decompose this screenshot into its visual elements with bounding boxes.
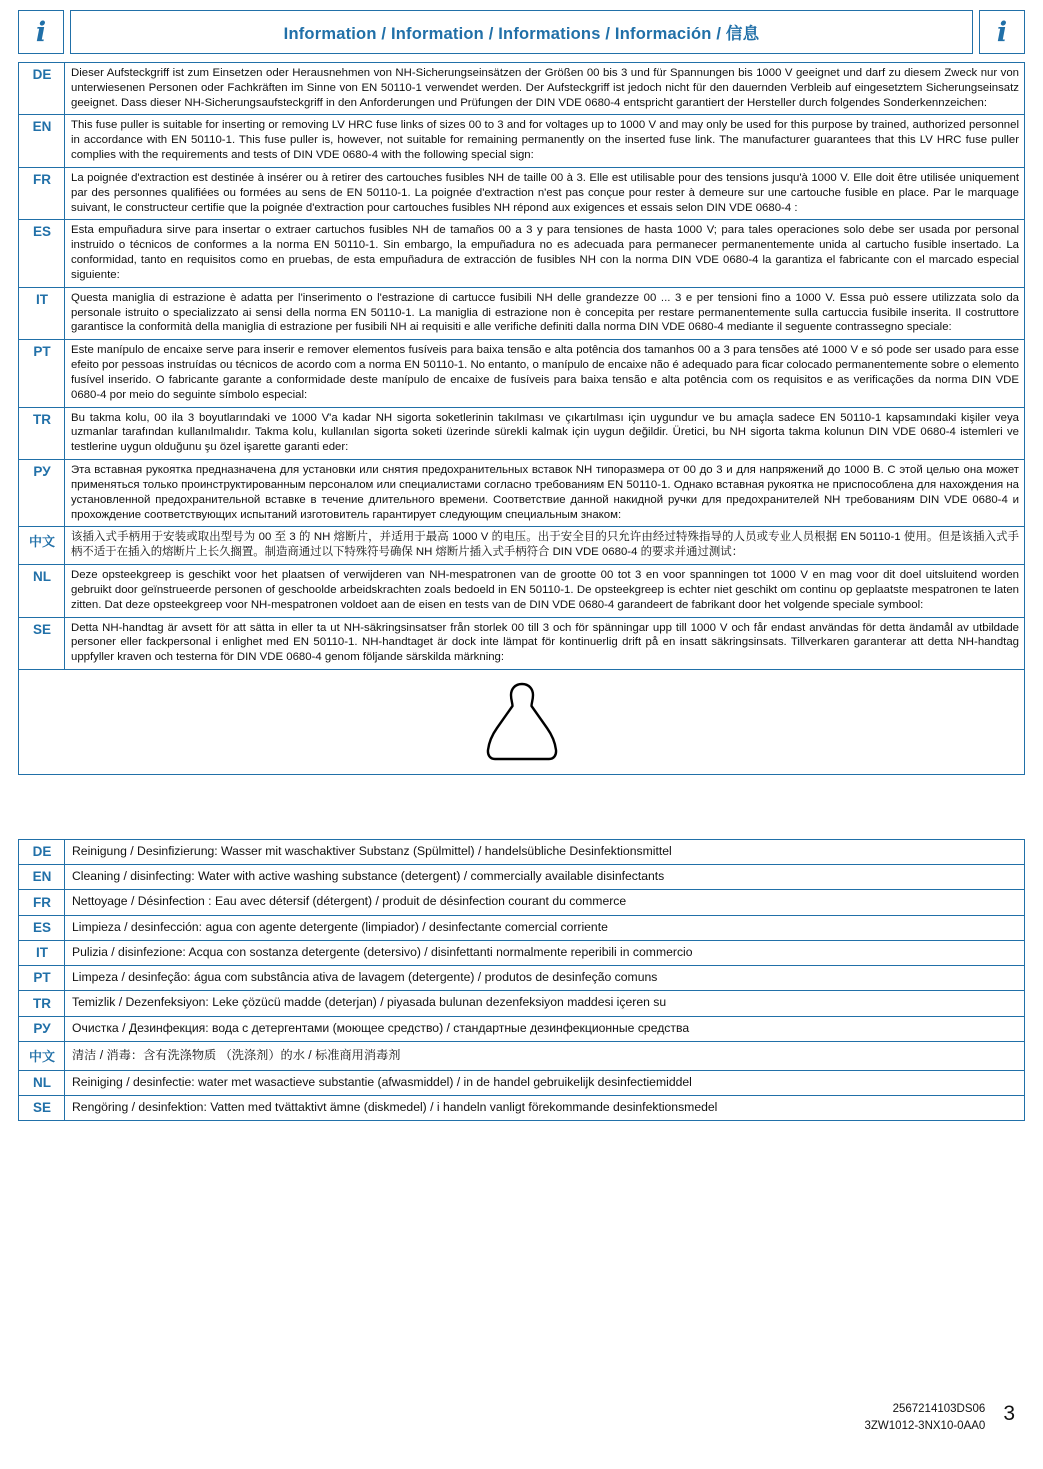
cleaning-text: Rengöring / desinfektion: Vatten med tvättaktivt ämne (diskmedel) / i handeln vanligt förekommande desinfektionsmedel [65,1096,1025,1121]
language-code: FR [19,890,65,915]
page-header [18,10,1025,54]
order-number: 3ZW1012-3NX10-0AA0 [864,1419,986,1432]
instruction-text: Эта вставная рукоятка предназначена для установки или снятия предохранительных вставок NH типоразмера от 00 до 3 и для напряжений до 1000 В. С этой целью она может применяться только проинструктированным персоналом или специалистами согласно требованиям EN 50110-1. Однако вставная рукоятка не приспособлена для нахождения на установленной предохранительной вставке в течение длительного времени. Соответствие данной накидной ручки для предохранителей NH требованиям DIN VDE 0680-4 и прохождение соответствующих испытаний изготовитель гарантирует следующим специальным знаком: [65,460,1025,527]
language-code: SE [19,617,65,669]
table-row [19,890,1025,915]
table-row [19,940,1025,965]
cleaning-text: Reiniging / desinfectie: water met wasactieve substantie (afwasmiddel) / in de handel gebruikelijk desinfectiemiddel [65,1070,1025,1095]
cleaning-text: Limpieza / desinfección: agua con agente detergente (limpiador) / desinfectante comercial corriente [65,915,1025,940]
table-row [19,407,1025,459]
table-row [19,460,1025,527]
language-code: SE [19,1096,65,1121]
language-code: TR [19,407,65,459]
instruction-text: La poignée d'extraction est destinée à insérer ou à retirer des cartouches fusibles NH de taille 00 à 3. Elle est utilisable pour des tensions jusqu'à 1000 V. Elle doit être utilisée uniquement par des personnes qualifiées ou formées au sens de EN 50110-1. La poignée d'extraction n'est pas conçue pour rester à demeure sur une cartouche fusible en place. Par le marquage suivant, le constructeur certifie que la poignée d'extraction pour cartouches fusibles NH répond aux exigences et essais selon DIN VDE 0680-4 : [65,167,1025,219]
table-row [19,966,1025,991]
instruction-text: Dieser Aufsteckgriff ist zum Einsetzen oder Herausnehmen von NH-Sicherungseinsätzen der Größen 00 bis 3 und für Spannungen bis 1000 V geeignet und darf zu diesem Zweck nur von unterwiesenen Personen oder Fachkräften im Sinne von EN 50110-1 verwendet werden. Der Aufsteckgriff ist jedoch nicht für den dauernden Verbleib auf eingesetztem Sicherungseinsatz geeignet. Dass dieser NH-Sicherungsaufsteckgriff in den Anforderungen und Prüfungen der DIN VDE 0680-4 entspricht garantiert der Hersteller durch folgendes Sonderkennzeichen: [65,63,1025,115]
instruction-text: Esta empuñadura sirve para insertar o extraer cartuchos fusibles NH de tamaños 00 a 3 y para tensiones de hasta 1000 V; para tales operaciones solo debe ser usada por personal instruido o técnicos de conformes a la norma EN 50110-1. Sin embargo, la empuñadura no es adecuada para permanecer permanentemente unida al cartucho fusible insertado. La conformidad, tanto en requisitos como en pruebas, de esta empuñadura de extracción de fusibles NH con la norma DIN VDE 0680-4 la garantiza el fabricante con el marcado especial siguiente: [65,220,1025,287]
fuse-puller-handle-symbol-cell [19,669,1025,774]
language-code: ES [19,220,65,287]
cleaning-text: 清洁 / 消毒：含有洗涤物质 （洗涤剂）的水 / 标准商用消毒剂 [65,1041,1025,1070]
instruction-text: 该插入式手柄用于安装或取出型号为 00 至 3 的 NH 熔断片，并适用于最高 1000 V 的电压。出于安全目的只允许由经过特殊指导的人员或专业人员根据 EN 50110-1 使用。但是该插入式手柄不适于在插入的熔断片上长久搁置。制造商通过以下特殊符号确保 NH 熔断片插入式手柄符合 DIN VDE 0680-4 的要求并通过测试： [65,527,1025,565]
table-row [19,1016,1025,1041]
information-icon: i [35,16,47,48]
page-footer [865,1401,1016,1436]
instruction-text: Este manípulo de encaixe serve para inserir e remover elementos fusíveis para baixa tensão e alta potência dos tamanhos 00 a 3 para tensões até 1000 V e só pode ser usado para esse efeito por pessoas instruídas ou técnicos de acordo com a norma EN 50110-1. No entanto, o manípulo de encaixe não é adequado para ficar colocado permanentemente sobre o elemento fusível inserido. O fabricante garante a conformidade deste manípulo de encaixe de fusíveis para baixa tensão e alta potência com os requisitos e as verificações da norma DIN VDE 0680-4 por meio do seguinte símbolo especial: [65,340,1025,407]
language-code: DE [19,63,65,115]
cleaning-text: Очистка / Дезинфекция: вода с детергентами (моющее средство) / стандартные дезинфекционные средства [65,1016,1025,1041]
cleaning-text: Temizlik / Dezenfeksiyon: Leke çözücü madde (deterjan) / piyasada bulunan dezenfeksiyon maddesi içeren su [65,991,1025,1016]
cleaning-text: Cleaning / disinfecting: Water with active washing substance (detergent) / commercially available disinfectants [65,865,1025,890]
language-code: TR [19,991,65,1016]
footer-codes [865,1401,986,1436]
table-row [19,839,1025,864]
table-row [19,340,1025,407]
table-row [19,287,1025,339]
table-row [19,565,1025,617]
cleaning-text: Reinigung / Desinfizierung: Wasser mit waschaktiver Substanz (Spülmittel) / handelsübliche Desinfektionsmittel [65,839,1025,864]
language-code: EN [19,115,65,167]
header-title-box [70,10,973,54]
instruction-text: Deze opsteekgreep is geschikt voor het plaatsen of verwijderen van NH-mespatronen van de grootte 00 tot 3 en voor spanningen tot 1000 V en mag voor dit doel uitsluitend worden gebruikt door geïnstrueerde personen of geschoolde arbeidskrachten zoals bedoeld in EN 50110-1. De opsteekgreep is echter niet geschikt om continu op geplaatste mespatronen te laten zitten. Dat deze opsteekgreep voor NH-mespatronen voldoet aan de eisen en tests van de DIN VDE 0680-4 garandeert de fabrikant door het volgende speciale symbool: [65,565,1025,617]
fuse-puller-handle-symbol [19,670,1024,774]
language-code: NL [19,1070,65,1095]
table-row [19,1041,1025,1070]
table-row [19,63,1025,115]
table-row [19,167,1025,219]
language-code: FR [19,167,65,219]
information-icon-left [18,10,64,54]
language-code: 中文 [19,1041,65,1070]
language-code: РУ [19,460,65,527]
information-icon: i [996,16,1008,48]
table-row [19,115,1025,167]
symbol-row [19,669,1025,774]
instruction-text: Bu takma kolu, 00 ila 3 boyutlarındaki ve 1000 V'a kadar NH sigorta soketlerinin takılması ve çıkartılması için uygundur ve bu amaçla sadece EN 50110-1 kapsamındaki kişiler veya uzmanlar tarafından kullanılmalıdır. Takma kolu, kullanılan sigorta soketi üzerinde sürekli kalmak için uygun değildir. Üretici, bu NH sigorta takma kolunun DIN VDE 0680-4 istemleri ve testlerine uygun olduğunu şu özel işarette garanti eder: [65,407,1025,459]
instruction-text: This fuse puller is suitable for inserting or removing LV HRC fuse links of sizes 00 to 3 and for voltages up to 1000 V and may only be used for this purpose by trained, authorized personnel in accordance with EN 50110-1. This fuse puller is, however, not suitable for remaining permanently on the inserted fuse link. The manufacturer guarantees that this LV HRC fuse puller complies with the requirements and tests of DIN VDE 0680-4 with the following special sign: [65,115,1025,167]
table-row [19,915,1025,940]
cleaning-text: Pulizia / disinfezione: Acqua con sostanza detergente (detersivo) / disinfettanti normalmente reperibili in commercio [65,940,1025,965]
table-row [19,1070,1025,1095]
language-code: ES [19,915,65,940]
page-title: Information / Information / Informations / Información / 信息 [283,25,760,43]
cleaning-table [18,839,1025,1122]
table-row [19,527,1025,565]
page-number: 3 [1003,1401,1015,1425]
instruction-text: Detta NH-handtag är avsett för att sätta in eller ta ut NH-säkringsinsatser från storlek 00 till 3 och för spänningar upp till 1000 V och får endast användas för detta ändamål av utbildade personer eller fackpersonal i enlighet med EN 50110-1. NH-handtaget är dock inte lämpat för kontinuerlig drift på en insatt säkringsinsats. Tillverkaren garanterar att detta NH-handtag uppfyller kraven och testerna för DIN VDE 0680-4 genom följande särskilda märkning: [65,617,1025,669]
table-row [19,220,1025,287]
document-number: 2567214103DS06 [892,1402,986,1415]
language-code: DE [19,839,65,864]
language-code: IT [19,287,65,339]
instructions-table [18,62,1025,775]
language-code: 中文 [19,527,65,565]
cleaning-text: Limpeza / desinfeção: água com substância ativa de lavagem (detergente) / produtos de desinfeção comuns [65,966,1025,991]
table-row [19,617,1025,669]
language-code: PT [19,966,65,991]
language-code: EN [19,865,65,890]
cleaning-text: Nettoyage / Désinfection : Eau avec détersif (détergent) / produit de désinfection courant du commerce [65,890,1025,915]
instruction-text: Questa maniglia di estrazione è adatta per l'inserimento o l'estrazione di cartucce fusibili NH delle grandezze 00 ... 3 e per tensioni fino a 1000 V. Essa può essere utilizzata solo da personale istruito o specializzato ai sensi della norma EN 50110-1. La maniglia di estrazione non è concepita per restare permanentemente sulla cartuccia fusibile inserita. Il costruttore garantisce la conformità della maniglia di estrazione per fusibili NH ai requisiti e alle verifiche definiti dalla norma DIN VDE 0680-4 mediante il seguente contrassegno speciale: [65,287,1025,339]
information-icon-right [979,10,1025,54]
language-code: PT [19,340,65,407]
table-row [19,991,1025,1016]
language-code: РУ [19,1016,65,1041]
language-code: IT [19,940,65,965]
table-row [19,865,1025,890]
language-code: NL [19,565,65,617]
table-row [19,1096,1025,1121]
